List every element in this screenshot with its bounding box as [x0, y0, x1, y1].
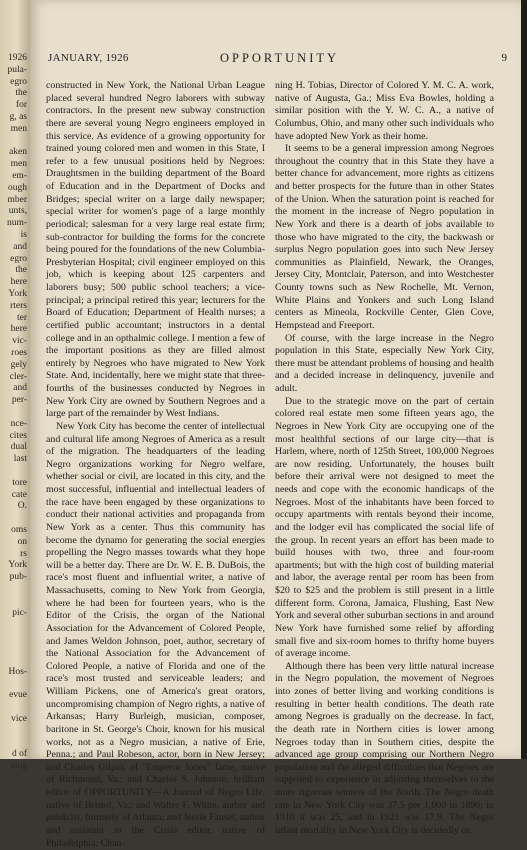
- edge-fragment: 1926: [8, 53, 27, 63]
- edge-fragment: York: [8, 289, 27, 299]
- edge-fragment: men: [10, 159, 27, 170]
- edge-fragment: egro: [10, 253, 27, 264]
- edge-fragment: g, as: [9, 112, 27, 122]
- edge-fragment: vic-: [12, 336, 27, 347]
- paragraph: Although there has been very little natural increase in the Negro population, the movement of Negroes into zones of better living and working conditions is resulting in better health conditions. The death rate among Negroes is gradually on the decrease. In fact, the death rate in Northern cities is lower among Negroes today than in Southern cities, despite the advanced age group comprising our Northern Negro population and the alleged difficulties that Negroes are supposed to experience in adjusting themselves to the more rigorous winters of the North. The Negro death rate in New York City was 37.5 per 1,000 in 1890; in 1910 it was 25, and in 1921 was 17.9. The Negro infant mortality in New York City is decidedly on: [275, 660, 494, 836]
- right-column: [275, 80, 494, 836]
- left-column: [46, 80, 265, 849]
- edge-fragment: dual: [10, 442, 27, 453]
- edge-fragment: pub-: [9, 572, 27, 583]
- edge-fragment: the: [15, 265, 27, 276]
- magazine-page: [30, 0, 521, 849]
- edge-fragment: rters: [10, 300, 27, 311]
- edge-fragment: pula-: [7, 64, 27, 75]
- edge-fragment: for: [15, 100, 27, 111]
- edge-fragment: on: [17, 536, 27, 547]
- edge-fragment: ough: [8, 182, 27, 193]
- edge-fragment: num-: [6, 218, 27, 229]
- edge-fragment: evue: [9, 690, 27, 701]
- edge-fragment: cate: [11, 489, 27, 500]
- edge-fragment: ter: [16, 312, 27, 323]
- edge-fragment: cler-: [9, 371, 27, 382]
- previous-page-edge: [0, 0, 30, 771]
- edge-fragment: egro: [10, 76, 27, 87]
- edge-fragment: per-: [11, 395, 27, 406]
- edge-fragment: eing: [10, 761, 27, 771]
- edge-fragment: here: [10, 324, 27, 335]
- edge-fragment: d of: [11, 749, 27, 760]
- edge-fragment: York: [8, 560, 27, 571]
- edge-fragment: here: [10, 277, 27, 288]
- edge-fragment: gely: [10, 359, 27, 370]
- edge-fragment: and: [13, 241, 27, 252]
- edge-fragment: men: [10, 123, 27, 134]
- magazine-title: OPPORTUNITY: [219, 51, 340, 65]
- edge-fragment: aken: [9, 147, 27, 158]
- edge-fragment: roes: [11, 348, 27, 358]
- edge-fragment: Hos-: [8, 666, 27, 677]
- page-binding-edge: [521, 0, 527, 759]
- paragraph: New York City has become the center of intellectual and cultural life among Negroes of America as a result of the migration. The headquarters of the leading Negro organizations working for Negro welfare, whether social or civil, are located in this city, and the most successful, influential and intellectual leaders of the race have been engaged by these organizations to conduct their national activities and propaganda from New York as a center. Thus this community has become the dynamo for generating the social energies propelling the Negro masses towards what they hope will be a better day. There are Dr. W. E. B. DuBois, the race's most fluent and influential writer, a native of Massachusetts, coming to New York from Georgia, where he had been for fourteen years, who is the Editor of the Crisis, the organ of the National Association for the Advancement of Colored People, and James Weldon Johnson, poet, author, secretary of the National Association for the Advancement of Colored People, a native of Florida and one of the race's most trusted and serviceable leaders; and William Pickens, one of America's great orators, uncompromising champion of Negro rights, a native of Arkansas; Harry Burleigh, musician, composer, baritone in St. George's Choir, known for his musical works, not as a Negro musician, a native of Erie, Penna.; and Paul Robeson, actor, born in New Jersey; and Charles Gilpin, of "Emperor Jones" fame, native of Richmond, Va.; and Charles S. Johnson, brilliant editor of OPPORTUNITY—A Journal of Negro Life, native of Bristol, Va.; and Walter F. White, author and publicist, formerly of Atlanta; and Jessie Fauset, author and assistant to the Crisis editor, native of Philadelphia; Chan-: [46, 420, 265, 849]
- edge-fragment: and: [13, 383, 27, 394]
- paragraph: ning H. Tobias, Director of Colored Y. M. C. A. work, native of Augusta, Ga.; Miss Eva Bowles, holding a similar position with the Y. W. C. A., a native of Columbus, Ohio, and many other such individuals who have adopted New York as their home.: [275, 80, 494, 142]
- edge-fragment: rs: [20, 548, 27, 559]
- edge-fragment: vice: [11, 713, 27, 724]
- edge-fragment: last: [13, 454, 27, 465]
- edge-fragment: unts,: [8, 206, 27, 217]
- paragraph: Due to the strategic move on the part of certain colored real estate men some fifteen years ago, the Negroes in New York City are occupying one of the most healthful sections of our large city—that is Harlem, where, north of 125th Street, 100,000 Negroes are now residing. Unfortunately, the houses built before their arrival were not designed to meet the needs and cope with the economic handicaps of the Negroes. Most of the inhabitants have been forced to occupy apartments with rentals beyond their income, and the lodger evil has complicated the social life of the group. In recent years an effort has been made to build houses with two, three and four-room apartments; but with the high cost of building material and labor, the average rental per room has been from $20 to $25 and the problem is still present in a little different form. Corona, Jamaica, Flushing, East New York and several other suburban sections in and around New York have furnished some relief by affording small five and six-room homes to thrifty home buyers of average income.: [275, 395, 494, 660]
- running-head: [48, 52, 511, 68]
- edge-fragment: the: [15, 88, 27, 99]
- edge-fragment: tore: [12, 477, 27, 488]
- edge-fragment: pic-: [12, 607, 27, 618]
- edge-fragment: cites: [9, 430, 27, 441]
- edge-fragment: mber: [7, 194, 27, 205]
- paragraph: constructed in New York, the National Urban League placed several hundred Negro laborers with subway contractors. In the present new subway construction there are several young Negro engineers employed in this service. As evidence of a growing opportunity for trained young colored men and women in this State, I refer to a few unusual positions held by Negroes: Draughtsmen in the building department of the Board of Education and in the Department of Docks and Bridges; special writer on a large daily newspaper; special writer for women's page of a large monthly periodical; salesman for a very large real estate firm; sub-contractor for building the forms for the concrete being poured for the foundations of the new Columbia-Presbyterian Hospital; civil engineer employed on this job, which is keeping about 125 carpenters and laborers busy; 500 public school teachers; a vice-principal; a principal retired this year; lecturers for the Board of Education; Department of Health nurses; a certified public accountant; instructors in a dental college and in an opthalmic college. I mention a few of the important positions as they are filled almost entirely by Negroes who have migrated to New York State. And, incidentally, here we might state that three-fourths of the businesses conducted by Negroes in New York City are owned by Southern Negroes and a large part of the remainder by West Indians.: [46, 80, 265, 420]
- paragraph: It seems to be a general impression among Negroes throughout the country that in this State they have a better chance for advancement, more rights as citizens and better prospects for the future than in other States of the Union. When the saturation point is reached for the moment in the increase of Negro population in New York and there is a dearth of jobs available to those who have migrated to the city, the backwash or surplus Negro population goes into such New Jersey communities as Plainfield, Newark, the Oranges, Jersey City, Montclair, Paterson, and into Westchester County towns such as New Rochelle, Mt. Vernon, White Plains and Yonkers and such Long Island centers as Mineola, Rockville Center, Glen Cove, Hempstead and Freeport.: [275, 143, 494, 331]
- edge-fragment: oms: [11, 525, 27, 535]
- edge-fragment: O.: [17, 501, 27, 512]
- issue-date: JANUARY, 1926: [48, 52, 129, 64]
- edge-fragment: nce-: [10, 418, 27, 429]
- edge-fragment: em-: [12, 171, 27, 181]
- edge-fragment: is: [20, 230, 27, 240]
- paragraph: Of course, with the large increase in the Negro population in this State, especially New York City, there must be attendant problems of housing and health and a decided increase in delinquency, juvenile and adult.: [275, 332, 494, 394]
- page-number: 9: [501, 52, 507, 64]
